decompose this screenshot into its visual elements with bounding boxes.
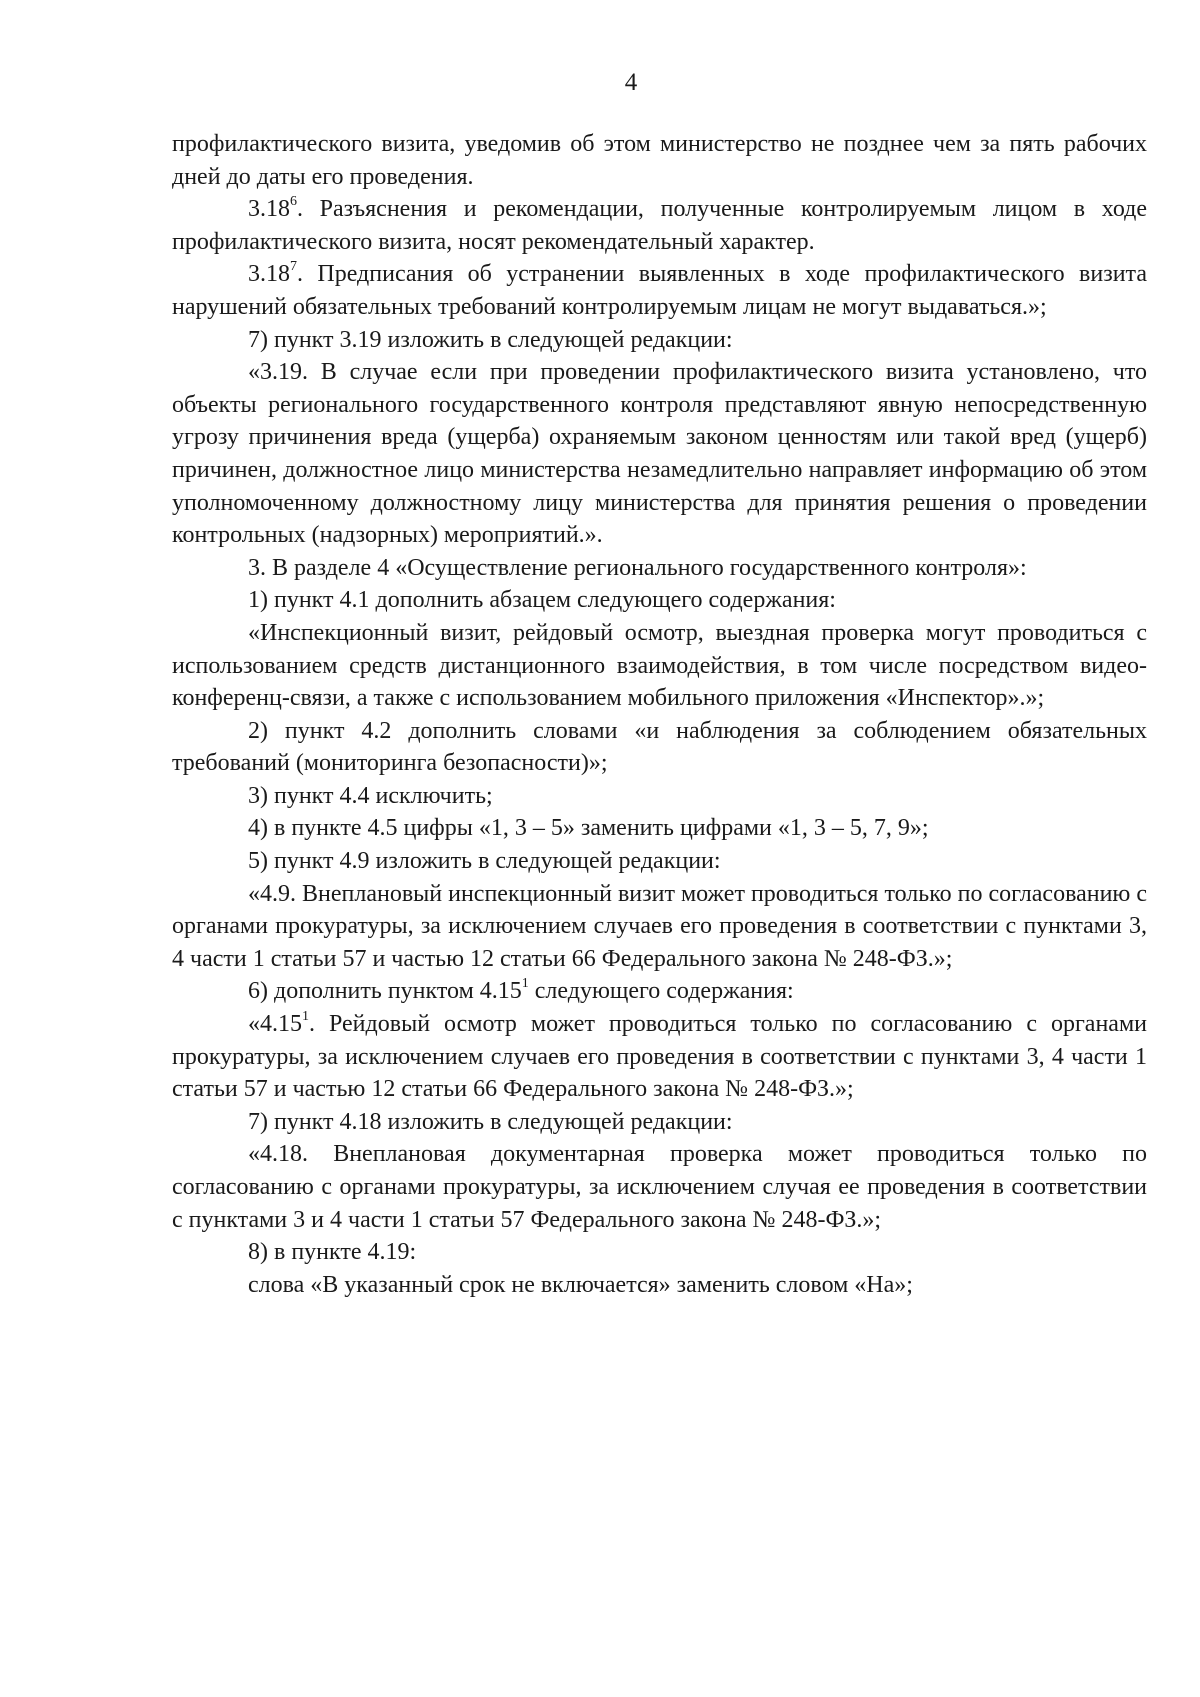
paragraph-item-3-19: «3.19. В случае если при проведении профилактического визита установлено, что объекты регионального государственного контроля представляют явную непосредственную угрозу причинения вреда (ущерба) охраняемым законом ценностям или такой вред (ущерб) причинен, должностное лицо министерства незамедлительно направляет информацию об этом уполномоченному должностному лицу министерства для принятия решения о проведении контрольных (надзорных) мероприятий.».	[172, 359, 1147, 549]
item-number: 3.18	[248, 261, 290, 288]
document-body	[172, 128, 1147, 1301]
paragraph-text: следующего содержания:	[528, 978, 794, 1005]
paragraph-text: 6) дополнить пунктом 4.15	[248, 978, 522, 1005]
paragraph-subitem-5: 5) пункт 4.9 изложить в следующей редакции:	[248, 848, 721, 875]
paragraph-subitem-8: 8) в пункте 4.19:	[248, 1239, 417, 1266]
item-number: «4.15	[248, 1011, 302, 1038]
paragraph-subitem-1: 1) пункт 4.1 дополнить абзацем следующего содержания:	[248, 587, 836, 614]
item-number: 3.18	[248, 196, 290, 223]
paragraph-subitem-4: 4) в пункте 4.5 цифры «1, 3 – 5» заменить цифрами «1, 3 – 5, 7, 9»;	[248, 815, 929, 842]
paragraph-subitem-7: 7) пункт 3.19 изложить в следующей редакции:	[248, 326, 733, 353]
paragraph-item-4-9: «4.9. Внеплановый инспекционный визит может проводиться только по согласованию с органами прокуратуры, за исключением случаев его проведения в соответствии с пунктами 3, 4 части 1 статьи 57 и частью 12 статьи 66 Федерального закона № 248-ФЗ.»;	[172, 880, 1148, 972]
paragraph-item-4-15-1	[172, 1008, 1147, 1106]
paragraph-item-3-18-7	[172, 258, 1147, 323]
paragraph-subitem-2: 2) пункт 4.2 дополнить словами «и наблюдения за соблюдением обязательных требований (мониторинга безопасности)»;	[172, 717, 1147, 777]
paragraph-subitem-3: 3) пункт 4.4 исключить;	[248, 782, 493, 809]
paragraph-quote-inspection-visit: «Инспекционный визит, рейдовый осмотр, выездная проверка могут проводиться с использованием средств дистанционного взаимодействия, в том числе посредством видео-конференц-связи, а также с использованием мобильного приложения «Инспектор».»;	[172, 619, 1147, 712]
paragraph-text: . Разъяснения и рекомендации, полученные контролируемым лицом в ходе профилактического визита, носят рекомендательный характер.	[172, 196, 1147, 255]
superscript: 6	[290, 194, 297, 210]
paragraph-subitem-7-4-18: 7) пункт 4.18 изложить в следующей редакции:	[248, 1108, 733, 1135]
paragraph-item-3-18-6	[172, 193, 1147, 258]
paragraph-words-replacement: слова «В указанный срок не включается» заменить словом «На»;	[248, 1271, 913, 1298]
paragraph-subitem-6	[172, 975, 1147, 1008]
paragraph-text: . Предписания об устранении выявленных в ходе профилактического визита нарушений обязательных требований контролируемым лицам не могут выдаваться.»;	[172, 261, 1147, 320]
paragraph-item-4-18: «4.18. Внеплановая документарная проверка может проводиться только по согласованию с органами прокуратуры, за исключением случая ее проведения в соответствии с пунктами 3 и 4 части 1 статьи 57 Федерального закона № 248-ФЗ.»;	[172, 1141, 1147, 1233]
page-number: 4	[624, 69, 638, 96]
superscript: 1	[302, 1009, 309, 1025]
paragraph-text: . Рейдовый осмотр может проводиться только по согласованию с органами прокуратуры, за исключением случаев его проведения в соответствии с пунктами 3, 4 части 1 статьи 57 и частью 12 статьи 66 Федерального закона № 248-ФЗ.»;	[172, 1011, 1147, 1103]
superscript: 7	[290, 259, 297, 275]
superscript: 1	[521, 976, 529, 992]
paragraph-section-3: 3. В разделе 4 «Осуществление регионального государственного контроля»:	[248, 554, 1027, 581]
paragraph-continuation: профилактического визита, уведомив об этом министерство не позднее чем за пять рабочих дней до даты его проведения.	[172, 131, 1147, 190]
